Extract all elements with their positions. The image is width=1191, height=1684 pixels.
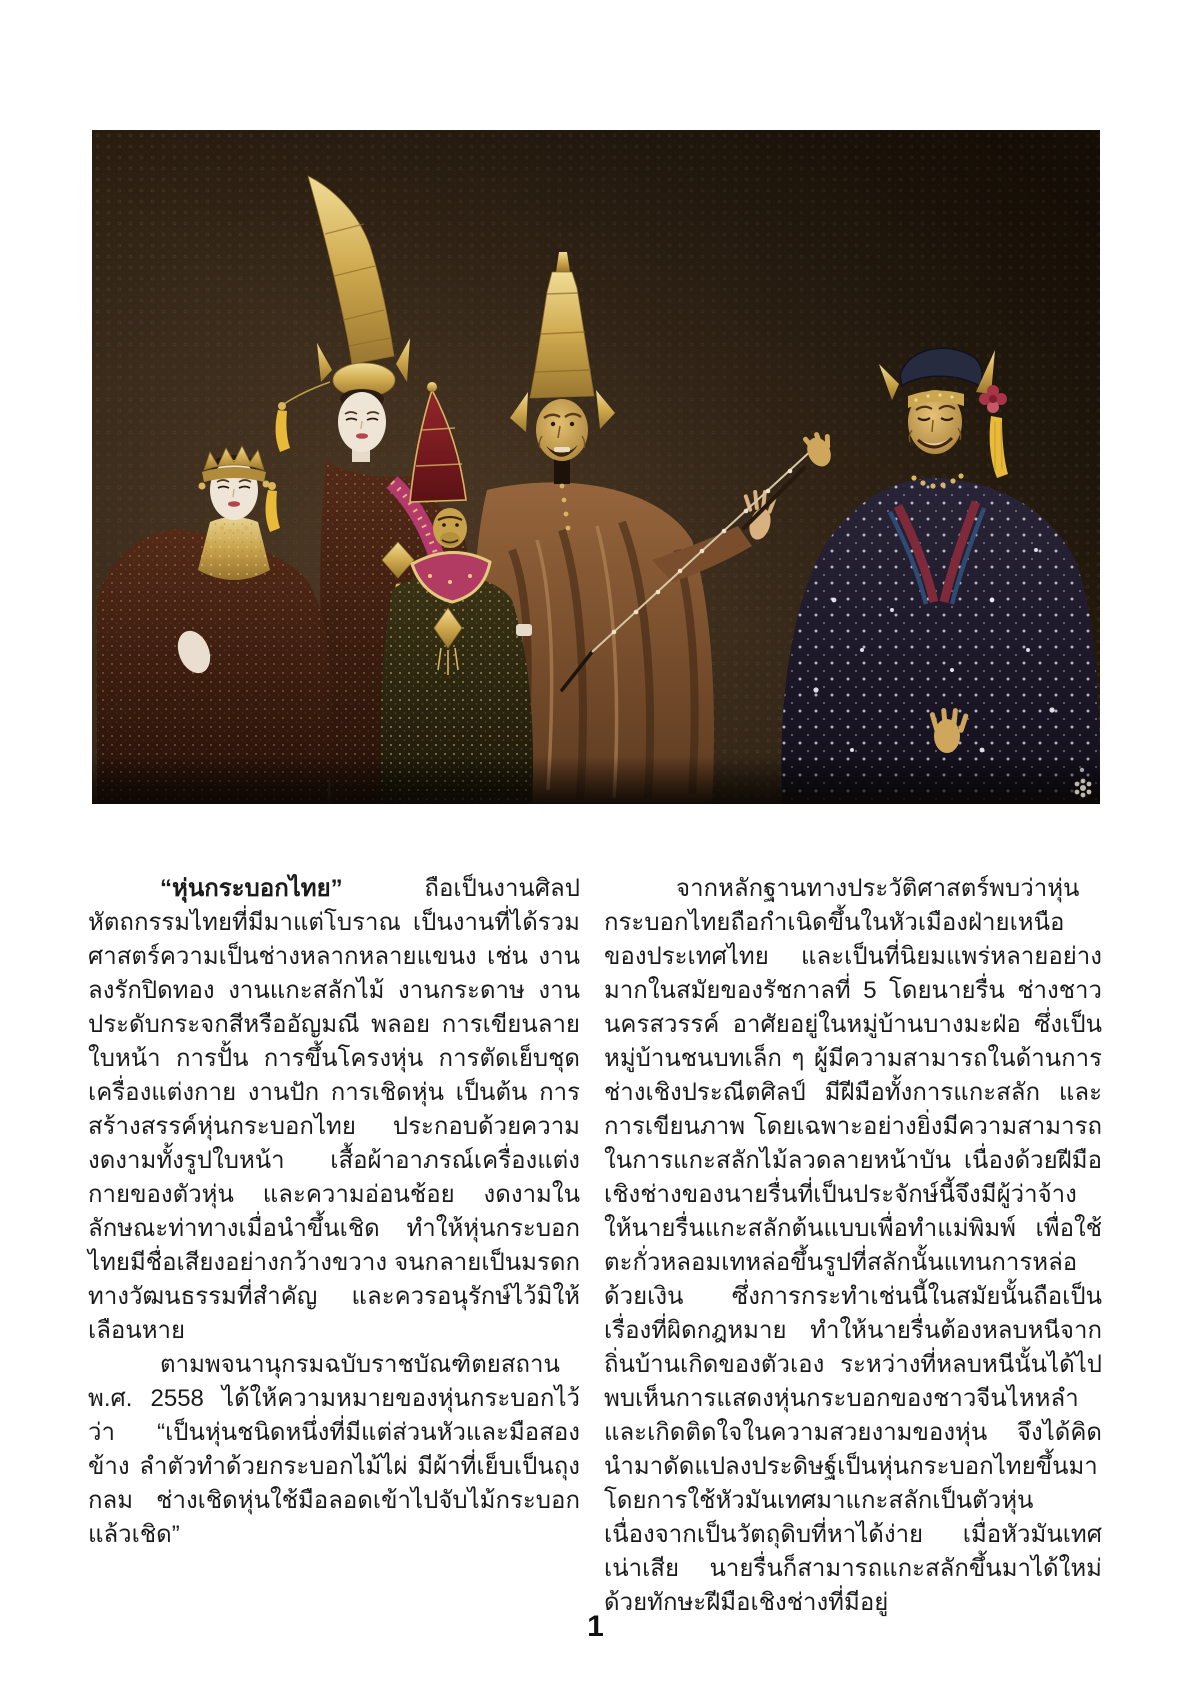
- left-column: [88, 872, 580, 1620]
- right-column: [604, 872, 1102, 1620]
- lead-term: “หุ่นกระบอกไทย”: [160, 875, 343, 902]
- paragraph-dictionary: ตามพจนานุกรมฉบับราชบัณฑิตยสถาน พ.ศ. 2558 ได้ให้ความหมายของหุ่นกระบอกไว้ว่า “เป็นหุ่นชนิดหนึ่งที่มีแต่ส่วนหัวและมือสองข้าง ลำตัวทำด้วยกระบอกไม้ไผ่ มีผ้าที่เย็บเป็นถุงกลม ช่างเชิดหุ่นใช้มือลอดเข้าไปจับไม้กระบอกแล้วเชิด”: [88, 1351, 580, 1548]
- puppets-photo-illustration: [92, 130, 1100, 804]
- paragraph-definition: [88, 872, 580, 1348]
- puppets-photo: [92, 130, 1100, 804]
- paragraph-text: ถือเป็นงานศิลปหัตถกรรมไทยที่มีมาแต่โบราณ เป็นงานที่ได้รวมศาสตร์ความเป็นช่างหลากหลายแขนง เช่น งานลงรักปิดทอง งานแกะสลักไม้ งานกระดาษ งานประดับกระจกสีหรืออัญมณี พลอย การเขียนลายใบหน้า การปั้น การขึ้นโครงหุ่น การตัดเย็บชุดเครื่องแต่งกาย งานปัก การเชิดหุ่น เป็นต้น การสร้างสรรค์หุ่นกระบอกไทย ประกอบด้วยความงดงามทั้งรูปใบหน้า เสื้อผ้าอาภรณ์เครื่องแต่งกายของตัวหุ่น และความอ่อนช้อย งดงามในลักษณะท่าทางเมื่อนำขึ้นเชิด ทำให้หุ่นกระบอกไทยมีชื่อเสียงอย่างกว้างขวาง จนกลายเป็นมรดกทางวัฒนธรรมที่สำคัญ และควรอนุรักษ์ไว้มิให้เลือนหาย: [88, 875, 580, 1344]
- page-number: 1: [587, 1610, 604, 1643]
- floor-shadow: [92, 756, 1100, 804]
- article-body: [88, 872, 1102, 1620]
- paragraph-history: จากหลักฐานทางประวัติศาสตร์พบว่าหุ่นกระบอกไทยถือกำเนิดขึ้นในหัวเมืองฝ่ายเหนือของประเทศไทย และเป็นที่นิยมแพร่หลายอย่างมากในสมัยของรัชกาลที่ 5 โดยนายรื่น ช่างชาวนครสวรรค์ อาศัยอยู่ในหมู่บ้านบางมะฝ่อ ซึ่งเป็นหมู่บ้านชนบทเล็ก ๆ ผู้มีความสามารถในด้านการช่างเชิงประณีตศิลป์ มีฝีมือทั้งการแกะสลัก และการเขียนภาพ โดยเฉพาะอย่างยิ่งมีความสามารถในการแกะสลักไม้ลวดลายหน้าบัน เนื่องด้วยฝีมือเชิงช่างของนายรื่นที่เป็นประจักษ์นี้จึงมีผู้ว่าจ้างให้นายรื่นแกะสลักต้นแบบเพื่อทำแม่พิมพ์ เพื่อใช้ตะกั่วหลอมเทหล่อขึ้นรูปที่สลักนั้นแทนการหล่อด้วยเงิน ซึ่งการกระทำเช่นนี้ในสมัยนั้นถือเป็นเรื่องที่ผิดกฎหมาย ทำให้นายรื่นต้องหลบหนีจากถิ่นบ้านเกิดของตัวเอง ระหว่างที่หลบหนีนั้นได้ไปพบเห็นการแสดงหุ่นกระบอกของชาวจีนไหหลำ และเกิดติดใจในความสวยงามของหุ่น จึงได้คิดนำมาดัดแปลงประดิษฐ์เป็นหุ่นกระบอกไทยขึ้นมา โดยการใช้หัวมันเทศมาแกะสลักเป็นตัวหุ่น เนื่องจากเป็นวัตถุดิบที่หาได้ง่าย เมื่อหัวมันเทศเน่าเสีย นายรื่นก็สามารถแกะสลักขึ้นมาได้ใหม่ด้วยทักษะฝีมือเชิงช่างที่มีอยู่: [604, 875, 1102, 1616]
